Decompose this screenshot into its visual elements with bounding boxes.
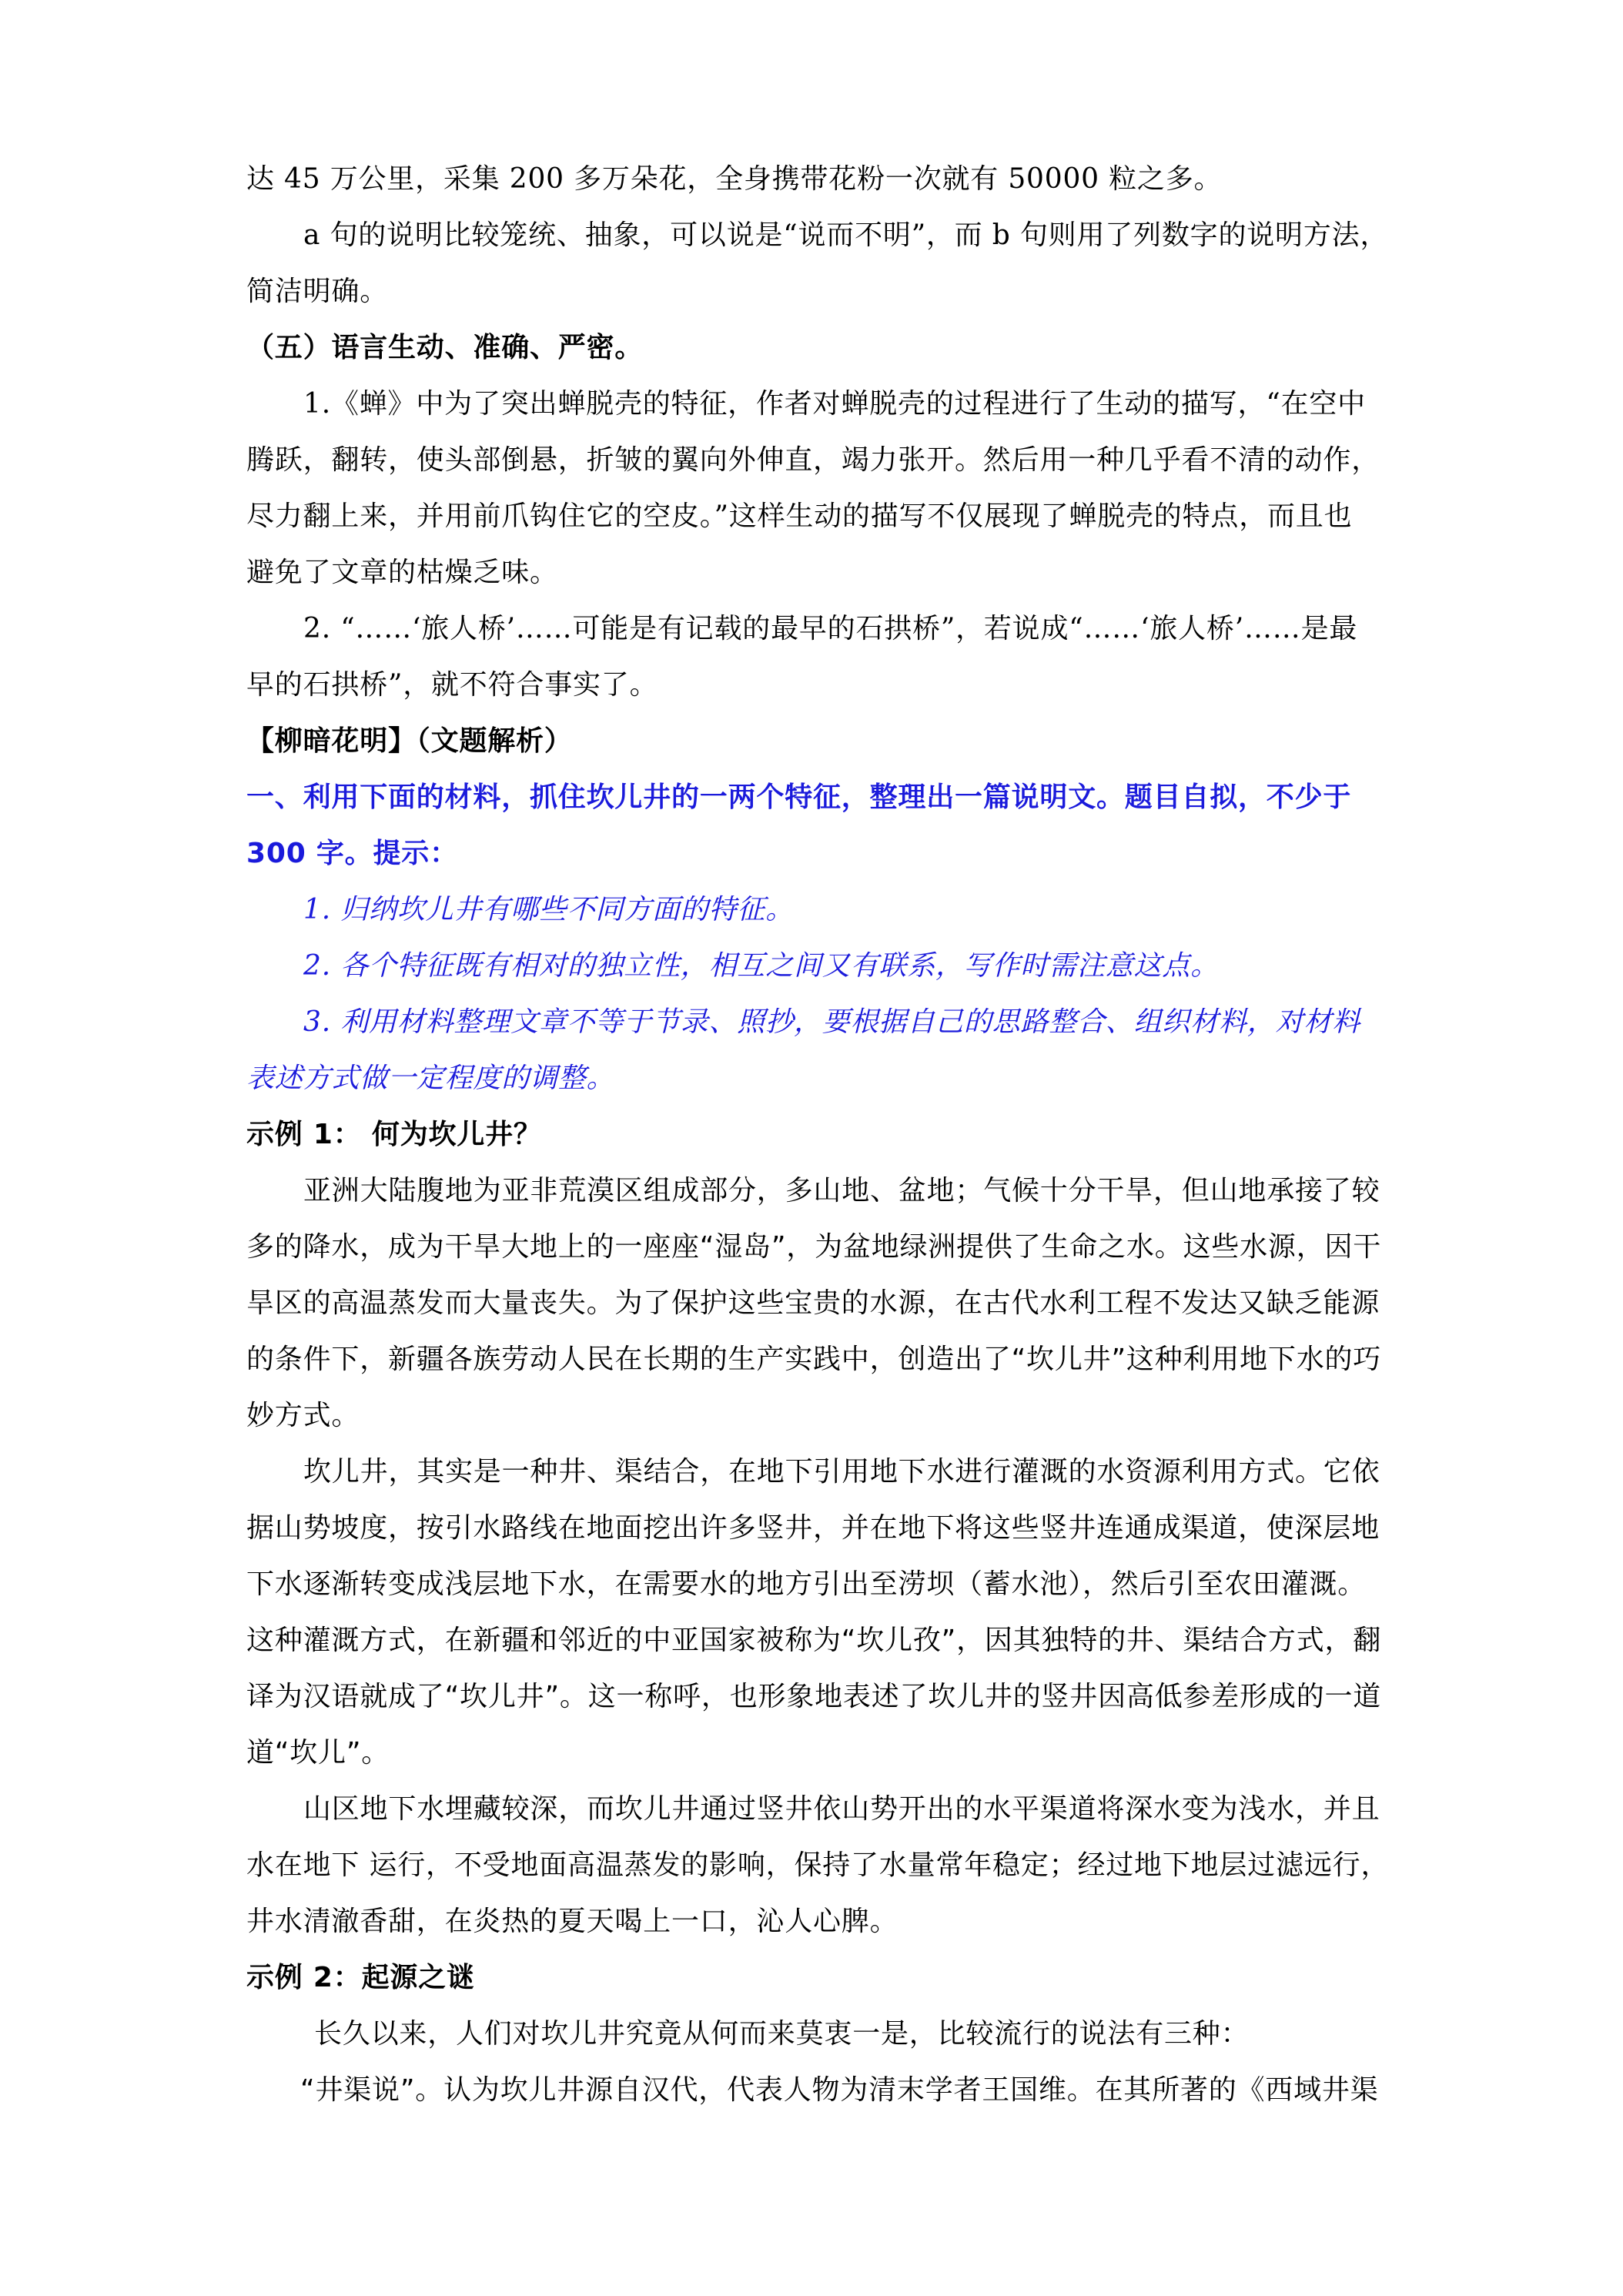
- hint-item: 1. 归纳坎儿井有哪些不同方面的特征。: [303, 894, 794, 925]
- paragraph-line: 坎儿井，其实是一种井、渠结合，在地下引用地下水进行灌溉的水资源利用方式。它依: [303, 1456, 1380, 1488]
- example-heading: 示例 1： 何为坎儿井？: [246, 1119, 542, 1150]
- paragraph-line: 亚洲大陆腹地为亚非荒漠区组成部分，多山地、盆地；气候十分干旱，但山地承接了较: [303, 1175, 1380, 1207]
- paragraph-line: 达 45 万公里，采集 200 多万朵花，全身携带花粉一次就有 50000 粒之多。: [246, 163, 1223, 195]
- paragraph-line: 1.《蝉》中为了突出蝉脱壳的特征，作者对蝉脱壳的过程进行了生动的描写，“在空中: [303, 388, 1366, 420]
- hint-item: 3. 利用材料整理文章不等于节录、照抄，要根据自己的思路整合、组织材料，对材料: [303, 1006, 1360, 1038]
- paragraph-line: 旱区的高温蒸发而大量丧失。为了保护这些宝贵的水源，在古代水利工程不发达又缺乏能源: [246, 1287, 1380, 1319]
- paragraph-line: “井渠说”。认为坎儿井源自汉代，代表人物为清末学者王国维。在其所著的《西域井渠: [300, 2074, 1379, 2106]
- paragraph-line: 下水逐渐转变成浅层地下水，在需要水的地方引出至涝坝（蓄水池），然后引至农田灌溉。: [246, 1568, 1367, 1600]
- paragraph-line: 道“坎儿”。: [246, 1737, 390, 1769]
- section-heading: 【柳暗花明】（文题解析）: [246, 725, 573, 757]
- paragraph-line: 避免了文章的枯燥乏味。: [246, 557, 558, 588]
- question-prompt: 一、利用下面的材料，抓住坎儿井的一两个特征，整理出一篇说明文。题目自拟，不少于: [246, 782, 1352, 813]
- section-heading: （五）语言生动、准确、严密。: [246, 332, 644, 363]
- hint-item: 表述方式做一定程度的调整。: [246, 1063, 615, 1094]
- example-heading: 示例 2：起源之谜: [246, 1962, 475, 1993]
- paragraph-line: 简洁明确。: [246, 276, 389, 307]
- paragraph-line: 腾跃，翻转，使头部倒悬，折皱的翼向外伸直，竭力张开。然后用一种几乎看不清的动作，: [246, 444, 1380, 476]
- paragraph-line: 多的降水，成为干旱大地上的一座座“湿岛”，为盆地绿洲提供了生命之水。这些水源，因干: [246, 1231, 1382, 1263]
- paragraph-line: 妙方式。: [246, 1400, 360, 1431]
- paragraph-line: 早的石拱桥”，就不符合事实了。: [246, 669, 658, 701]
- document-body: [246, 151, 1390, 2118]
- paragraph-line: 据山势坡度，按引水路线在地面挖出许多竖井，并在地下将这些竖井连通成渠道，使深层地: [246, 1512, 1380, 1544]
- paragraph-line: 的条件下，新疆各族劳动人民在长期的生产实践中，创造出了“坎儿井”这种利用地下水的巧: [246, 1344, 1382, 1375]
- question-prompt: 300 字。提示：: [246, 838, 458, 869]
- paragraph-line: 井水清澈香甜，在炎热的夏天喝上一口，沁人心脾。: [246, 1906, 899, 1937]
- paragraph-line: a 句的说明比较笼统、抽象，可以说是“说而不明”，而 b 句则用了列数字的说明方法，: [303, 219, 1389, 251]
- paragraph-line: 山区地下水埋藏较深，而坎儿井通过竖井依山势开出的水平渠道将深水变为浅水，并且: [303, 1793, 1380, 1825]
- paragraph-line: 这种灌溉方式，在新疆和邻近的中亚国家被称为“坎儿孜”，因其独特的井、渠结合方式，翻: [246, 1625, 1382, 1656]
- paragraph-line: 水在地下 运行，不受地面高温蒸发的影响，保持了水量常年稳定；经过地下地层过滤远行，: [246, 1849, 1390, 1881]
- paragraph-line: 2. “……‘旅人桥’……可能是有记载的最早的石拱桥”，若说成“……‘旅人桥’……是最: [303, 613, 1358, 644]
- paragraph-line: 尽力翻上来，并用前爪钩住它的空皮。”这样生动的描写不仅展现了蝉脱壳的特点，而且也: [246, 500, 1353, 532]
- paragraph-line: 译为汉语就成了“坎儿井”。这一称呼，也形象地表述了坎儿井的竖井因高低参差形成的一道: [246, 1681, 1382, 1712]
- hint-item: 2. 各个特征既有相对的独立性，相互之间又有联系，写作时需注意这点。: [303, 950, 1219, 982]
- paragraph-line: 长久以来，人们对坎儿井究竟从何而来莫衷一是，比较流行的说法有三种：: [314, 2018, 1250, 2050]
